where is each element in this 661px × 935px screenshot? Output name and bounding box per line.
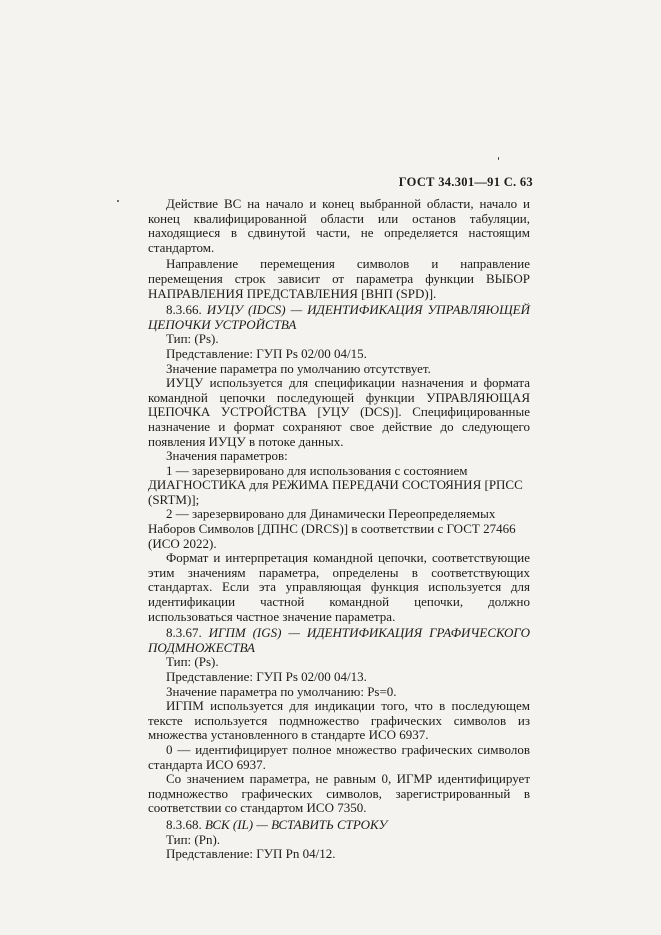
list-item: 1 — зарезервировано для использования с состоянием ДИАГНОСТИКА для РЕЖИМА ПЕРЕДАЧИ СОСТОЯНИЯ [РПСС (SRTM)]; [148,462,523,507]
scan-speck [117,200,119,202]
paragraph: Значение параметра по умолчанию отсутствует. [166,360,431,376]
section-title: ВСК (IL) — ВСТАВИТЬ СТРОКУ [205,816,388,832]
paragraph: Со значением параметра, не равным 0, ИГМР идентифицирует подмножество графических символов, зарегистрированный в соответствии со стандартом ИСО 7350. [148,771,530,816]
paragraph: Направление перемещения символов и направление перемещения строк зависит от параметра функции ВЫБОР НАПРАВЛЕНИЯ ПРЕДСТАВЛЕНИЯ [ВНП (SPD)]. [148,256,530,301]
paragraph: Формат и интерпретация командной цепочки, соответствующие этим значениям параметра, определены в соответствующих стандартах. Если эта управляющая функция используется для идентификации частной командной цепочки, должно использоваться частное значение параметра. [148,550,530,624]
section-number: 8.3.66. [166,302,202,318]
section-heading-8-3-67 [148,626,530,655]
paragraph: Значение параметра по умолчанию: Ps=0. [166,683,397,699]
page-body [148,197,530,862]
page-header: ГОСТ 34.301—91 С. 63 [398,175,533,189]
paragraph: Представление: ГУП Ps 02/00 04/13. [166,669,367,684]
paragraph: ИУЦУ используется для спецификации назначения и формата командной цепочки последующей функции УПРАВЛЯЮЩАЯ ЦЕПОЧКА УСТРОЙСТВА [УЦУ (DCS)]. Специфицированные назначение и формат сохраняют свое действие до следующего появления ИУЦУ в потоке данных. [148,375,530,449]
paragraph: Представление: ГУП Ps 02/00 04/15. [166,345,367,361]
section-number: 8.3.67. [166,625,202,641]
section-title: ИГПМ (IGS) — ИДЕНТИФИКАЦИЯ ГРАФИЧЕСКОГО ПОДМНОЖЕСТВА [148,625,531,655]
paragraph: ИГПМ используется для индикации того, что в последующем тексте используется подмножество графических символов из множества установленного в стандарте ИСО 6937. [148,698,530,743]
paragraph: Тип: (Ps). [166,654,219,670]
paragraph: Представление: ГУП Pn 04/12. [166,846,336,862]
paragraph: Тип: (Pn). [166,831,221,847]
list-item: 2 — зарезервировано для Динамически Переопределяемых Наборов Символов [ДПНС (DRCS)] в соответствии с ГОСТ 27466 (ИСО 2022). [148,506,516,551]
section-heading-8-3-66 [148,303,530,332]
scan-speck [498,157,499,160]
paragraph: Действие ВС на начало и конец выбранной области, начало и конец квалифицированной области или останов табуляции, находящиеся в сдвинутой части, не определяется настоящим стандартом. [148,196,530,255]
paragraph: Значения параметров: [166,448,288,464]
paragraph: Тип: (Ps). [166,331,219,347]
section-heading-8-3-68 [148,818,530,833]
paragraph: 0 — идентифицирует полное множество графических символов стандарта ИСО 6937. [148,741,530,772]
section-number: 8.3.68. [166,816,202,832]
section-title: ИУЦУ (IDCS) — ИДЕНТИФИКАЦИЯ УПРАВЛЯЮЩЕЙ ЦЕПОЧКИ УСТРОЙСТВА [148,302,530,332]
